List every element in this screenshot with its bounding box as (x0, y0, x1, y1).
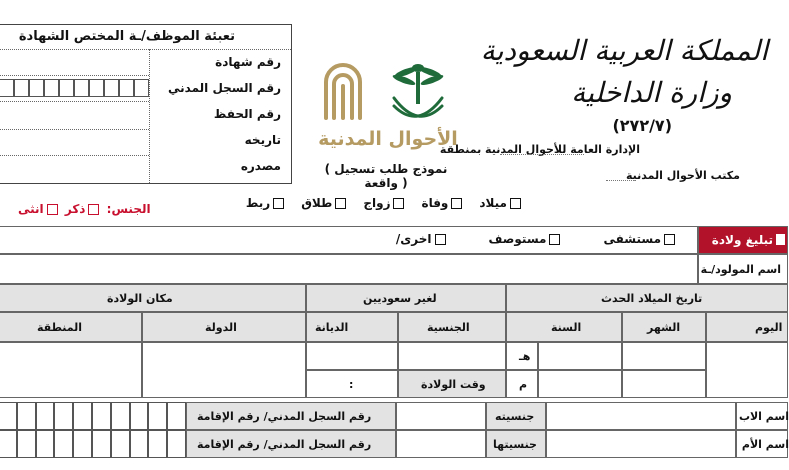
religion-header: الديانة (306, 312, 398, 342)
birth-place-options (396, 232, 678, 246)
hospital-checkbox[interactable] (664, 234, 675, 245)
day-input[interactable] (706, 342, 788, 398)
birth-time-input[interactable]: : (306, 370, 398, 398)
father-nationality-input[interactable] (396, 402, 486, 430)
mother-id-digit-boxes[interactable] (0, 430, 186, 458)
hospital-option[interactable]: مستشفى (603, 232, 678, 246)
father-id-label: رقم السجل المدني/ رقم الإقامة (197, 410, 372, 423)
employee-box (0, 24, 292, 184)
employee-box-title: تعبئة الموظف/ـة المختص الشهادة (18, 29, 235, 44)
gregorian-month-input[interactable] (622, 370, 706, 398)
gregorian-cell (506, 370, 538, 398)
region-header: المنطقة (0, 312, 142, 342)
event-divorce[interactable]: طلاق (301, 196, 349, 210)
civil-affairs-logo (318, 58, 368, 126)
hijri-cell (506, 342, 538, 370)
birth-time-label-cell (398, 370, 506, 398)
link-checkbox[interactable] (273, 198, 284, 209)
newborn-name-input[interactable] (0, 254, 698, 284)
birth-date-header: تاريخ الميلاد الحدث (506, 284, 788, 312)
mother-nationality-input[interactable] (396, 430, 486, 458)
father-label-cell (736, 402, 788, 430)
birth-report-cell (698, 226, 788, 254)
gregorian-label: م (519, 378, 528, 391)
male-checkbox[interactable] (88, 204, 99, 215)
birth-report-label: تبليغ ولادة (711, 233, 773, 247)
clinic-checkbox[interactable] (549, 234, 560, 245)
palm-swords-emblem (388, 58, 448, 128)
divorce-checkbox[interactable] (335, 198, 346, 209)
civil-record-digit-boxes[interactable] (0, 79, 149, 97)
mother-label: اسم الأم (741, 438, 789, 451)
event-birth[interactable]: ميلاد (479, 196, 524, 210)
clinic-option[interactable]: مستوصف (489, 232, 564, 246)
father-name-input[interactable] (546, 402, 736, 430)
mother-id-label: رقم السجل المدني/ رقم الإقامة (197, 438, 372, 451)
female-checkbox[interactable] (47, 204, 58, 215)
birth-place-header: مكان الولادة (0, 284, 306, 312)
father-id-digit-boxes[interactable] (0, 402, 186, 430)
country-input[interactable] (142, 342, 306, 398)
male-label: ذكر (64, 202, 86, 216)
father-nationality-label: جنسيته (495, 410, 535, 423)
nationality-header: الجنسية (398, 312, 506, 342)
female-label: انثى (18, 202, 44, 216)
nationality-input[interactable] (398, 342, 506, 370)
other-checkbox[interactable] (435, 234, 446, 245)
country-header: الدولة (142, 312, 306, 342)
gender-label: الجنس: (106, 202, 151, 216)
mother-label-cell (736, 430, 788, 458)
newborn-name-label-cell (698, 254, 788, 284)
hijri-year-input[interactable] (538, 342, 622, 370)
ministry-subtitle: وزارة الداخلية (571, 76, 732, 109)
death-checkbox[interactable] (451, 198, 462, 209)
mother-id-label-cell (186, 430, 396, 458)
marriage-checkbox[interactable] (393, 198, 404, 209)
mother-name-input[interactable] (546, 430, 736, 458)
event-type-row (246, 196, 524, 210)
source-label: مصدره (240, 159, 281, 173)
office-label: مكتب الأحوال المدنية (625, 169, 740, 182)
ministry-name: المملكة العربية السعودية (480, 34, 768, 67)
certificate-number-label: رقم شهادة (215, 55, 281, 69)
father-nationality-label-cell (486, 402, 546, 430)
hijri-month-input[interactable] (622, 342, 706, 370)
form-title: ( نموذج طلب تسجيل واقعة ) (324, 162, 448, 190)
day-header: اليوم (706, 312, 788, 342)
directorate-label: الإدارة العامة للأحوال المدنية بمنطقة (439, 143, 640, 156)
form-number: (٢٧٢/٧) (612, 116, 672, 135)
mother-nationality-label: جنسيتها (493, 438, 537, 451)
event-marriage[interactable]: زواج (363, 196, 407, 210)
logo-text: الأحوال المدنية (318, 128, 458, 150)
religion-input[interactable] (306, 342, 398, 370)
newborn-name-label: اسم المولود/ـة (700, 263, 781, 276)
father-label: اسم الاب (738, 410, 789, 423)
event-death[interactable]: وفاة (421, 196, 465, 210)
gender-row (18, 202, 151, 216)
archive-number-label: رقم الحفظ (213, 107, 281, 121)
fingerprint-icon (318, 58, 368, 126)
employee-row-labels (151, 55, 281, 185)
gregorian-year-input[interactable] (538, 370, 622, 398)
region-input[interactable] (0, 342, 142, 398)
mother-nationality-label-cell (486, 430, 546, 458)
hijri-label: هـ (519, 350, 531, 363)
date-label: تاريخه (244, 133, 281, 147)
birth-time-label: وقت الولادة (421, 378, 486, 391)
month-header: الشهر (622, 312, 706, 342)
event-link[interactable]: ربط (246, 196, 287, 210)
non-saudi-header: لغير سعوديين (306, 284, 506, 312)
year-header: السنة (506, 312, 622, 342)
father-id-label-cell (186, 402, 396, 430)
civil-record-number-label: رقم السجل المدني (168, 81, 281, 95)
other-option[interactable]: اخرى/ (396, 232, 449, 246)
birth-checkbox[interactable] (510, 198, 521, 209)
